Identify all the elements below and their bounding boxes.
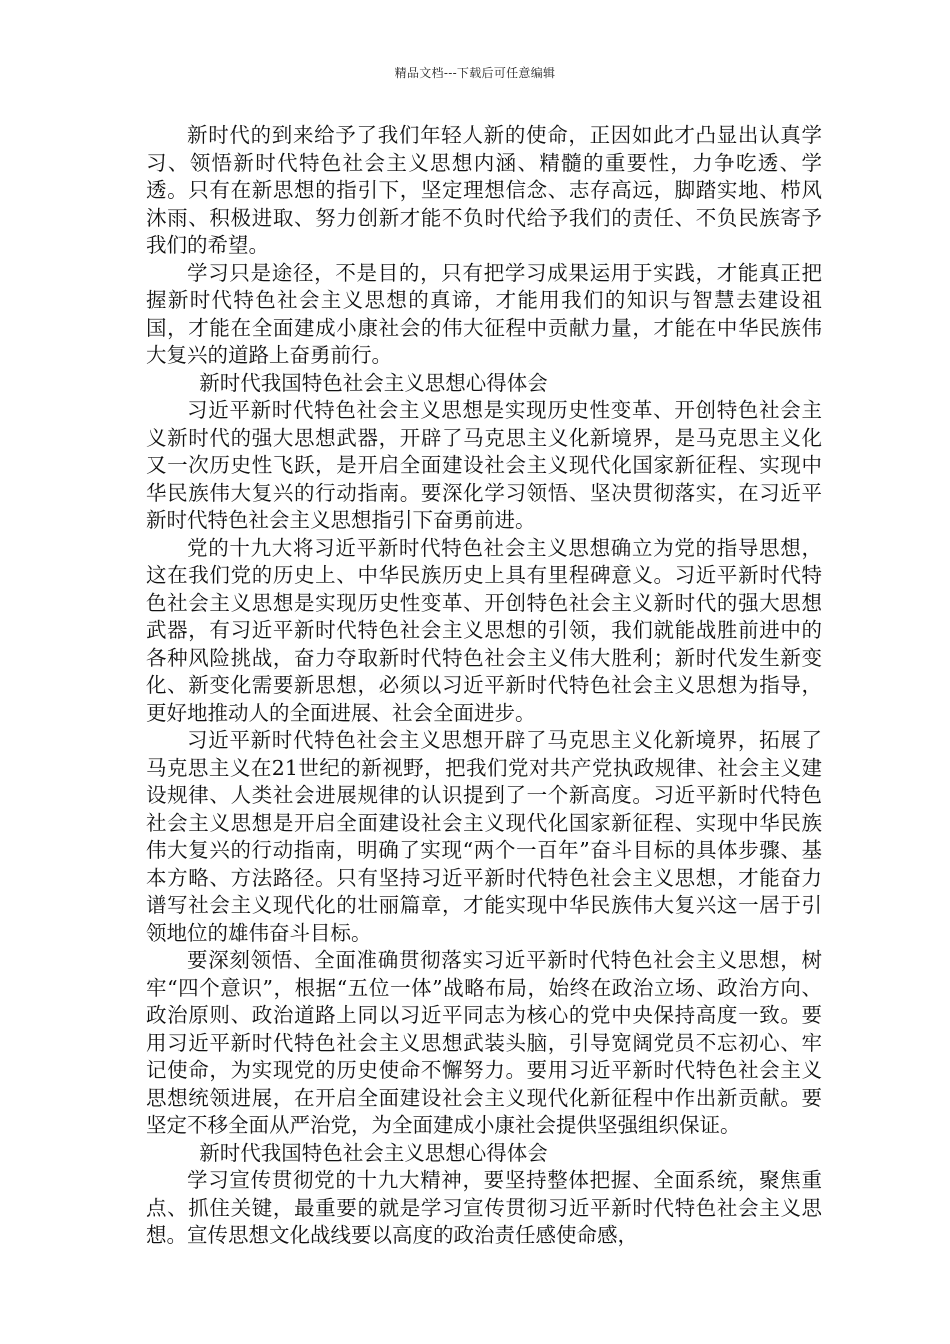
page-header: 精品文档---下载后可任意编辑 xyxy=(394,66,556,80)
paragraph: 学习宣传贯彻党的十九大精神，要坚持整体把握、全面系统，聚焦重点、抓住关键，最重要的就是学习宣传贯彻习近平新时代特色社会主义思想。宣传思想文化战线要以高度的政治责任感使命感， xyxy=(146,1168,822,1247)
section-heading: 新时代我国特色社会主义思想心得体会 xyxy=(199,370,548,395)
paragraph: 习近平新时代特色社会主义思想开辟了马克思主义化新境界，拓展了马克思主义在21世纪的新视野，把我们党对共产党执政规律、社会主义建设规律、人类社会进展规律的认识提到了一个新高度。习近平新时代特色社会主义思想是开启全面建设社会主义现代化国家新征程、实现中华民族伟大复兴的行动指南，明确了实现“两个一百年”奋斗目标的具体步骤、基本方略、方法路径。只有坚持习近平新时代特色社会主义思想，才能奋力谱写社会主义现代化的壮丽篇章，才能实现中华民族伟大复兴这一居于引领地位的雄伟奋斗目标。 xyxy=(146,728,822,945)
paragraph: 要深刻领悟、全面准确贯彻落实习近平新时代特色社会主义思想，树牢“四个意识”，根据“五位一体”战略布局，始终在政治立场、政治方向、政治原则、政治道路上同以习近平同志为核心的党中央保持高度一致。要用习近平新时代特色社会主义思想武装头脑，引导宽阔党员不忘初心、牢记使命，为实现党的历史使命不懈努力。要用习近平新时代特色社会主义思想统领进展，在开启全面建设社会主义现代化新征程中作出新贡献。要坚定不移全面从严治党，为全面建成小康社会提供坚强组织保证。 xyxy=(146,948,822,1137)
paragraph: 学习只是途径，不是目的，只有把学习成果运用于实践，才能真正把握新时代特色社会主义思想的真谛，才能用我们的知识与智慧去建设祖国，才能在全面建成小康社会的伟大征程中贡献力量，才能在中华民族伟大复兴的道路上奋勇前行。 xyxy=(146,260,822,367)
section-heading: 新时代我国特色社会主义思想心得体会 xyxy=(199,1140,548,1165)
paragraph: 新时代的到来给予了我们年轻人新的使命，正因如此才凸显出认真学习、领悟新时代特色社会主义思想内涵、精髓的重要性，力争吃透、学透。只有在新思想的指引下，坚定理想信念、志存高远，脚踏实地、栉风沐雨、积极进取、努力创新才能不负时代给予我们的责任、不负民族寄予我们的希望。 xyxy=(146,123,822,257)
paragraph: 习近平新时代特色社会主义思想是实现历史性变革、开创特色社会主义新时代的强大思想武器，开辟了马克思主义化新境界，是马克思主义化又一次历史性飞跃，是开启全面建设社会主义现代化国家新征程、实现中华民族伟大复兴的行动指南。要深化学习领悟、坚决贯彻落实，在习近平新时代特色社会主义思想指引下奋勇前进。 xyxy=(146,398,822,532)
paragraph: 党的十九大将习近平新时代特色社会主义思想确立为党的指导思想，这在我们党的历史上、中华民族历史上具有里程碑意义。习近平新时代特色社会主义思想是实现历史性变革、开创特色社会主义新时代的强大思想武器，有习近平新时代特色社会主义思想的引领，我们就能战胜前进中的各种风险挑战，奋力夺取新时代特色社会主义伟大胜利；新时代发生新变化、新变化需要新思想，必须以习近平新时代特色社会主义思想为指导，更好地推动人的全面进展、社会全面进步。 xyxy=(146,535,822,725)
document-body xyxy=(146,122,822,1250)
